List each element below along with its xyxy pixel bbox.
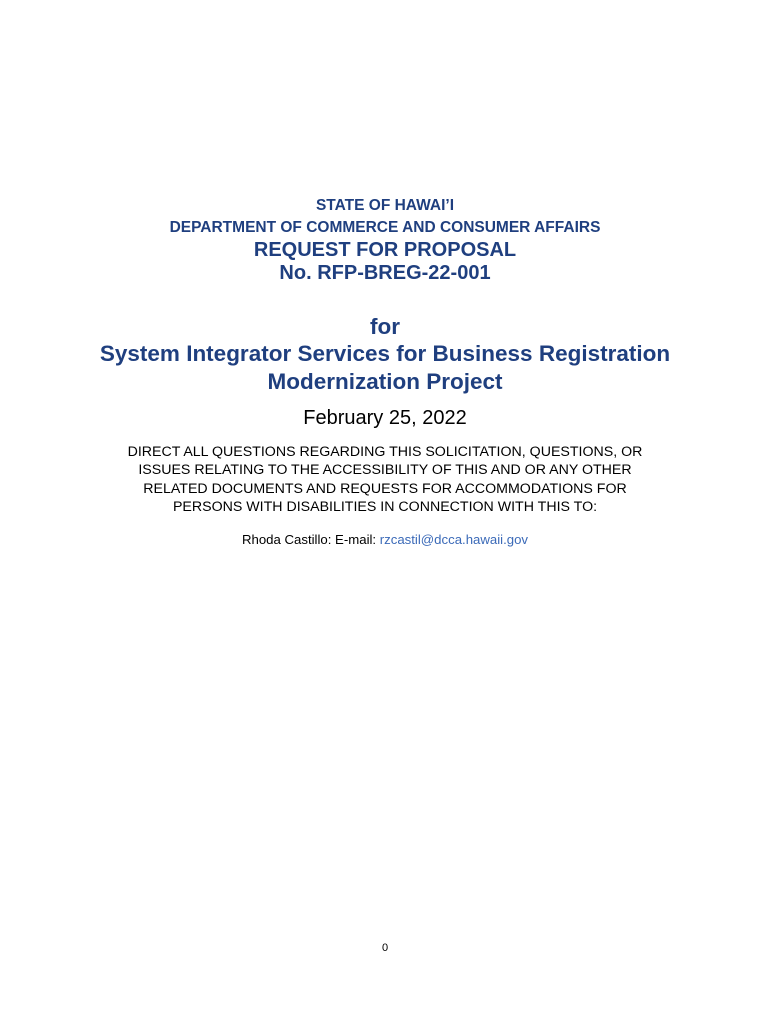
issue-date: February 25, 2022 [303, 407, 467, 429]
contact-label: Rhoda Castillo: E-mail: [241, 532, 380, 547]
contact-email-link[interactable]: rzcastil@dcca.hawaii.gov [379, 532, 529, 547]
questions-notice [95, 443, 675, 516]
for-label: for [370, 314, 400, 339]
rfp-number: No. RFP-BREG-22-001 [279, 262, 491, 284]
page-number: 0 [381, 942, 389, 954]
notice-line-2: ISSUES RELATING TO THE ACCESSIBILITY OF THIS AND OR ANY OTHER [138, 462, 632, 479]
rfp-title: REQUEST FOR PROPOSAL [253, 239, 517, 261]
project-title-line-1: System Integrator Services for Business Registration [99, 341, 671, 366]
notice-line-4: PERSONS WITH DISABILITIES IN CONNECTION WITH THIS TO: [172, 498, 598, 515]
notice-line-1: DIRECT ALL QUESTIONS REGARDING THIS SOLICITATION, QUESTIONS, OR [127, 444, 643, 460]
contact-line [0, 532, 770, 547]
department-heading: DEPARTMENT OF COMMERCE AND CONSUMER AFFAIRS [169, 219, 601, 236]
notice-line-3: RELATED DOCUMENTS AND REQUESTS FOR ACCOMMODATIONS FOR [143, 480, 627, 497]
state-heading: STATE OF HAWAI’I [315, 197, 455, 214]
project-title-line-2: Modernization Project [267, 369, 503, 394]
